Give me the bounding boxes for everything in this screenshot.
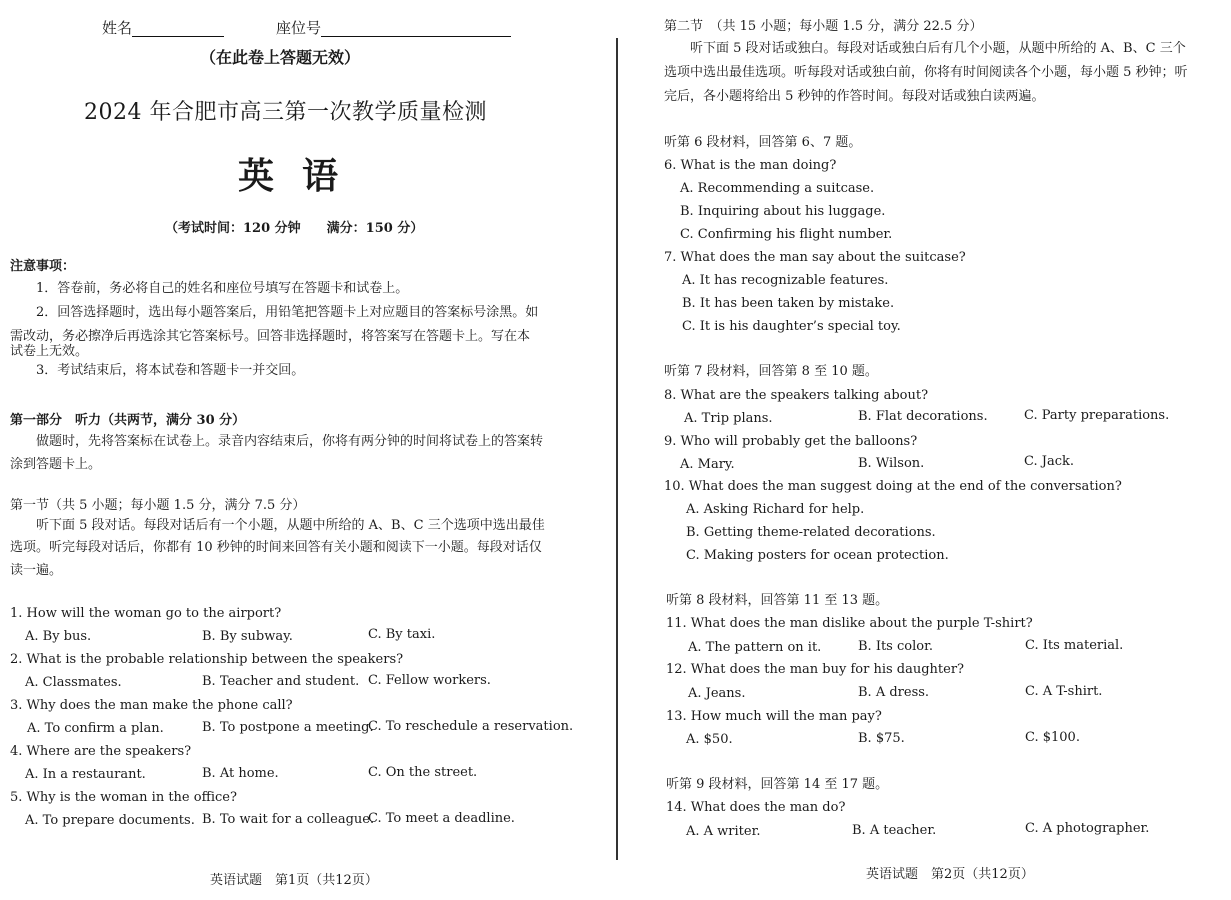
exam-title: 2024 年合肥市高三第一次教学质量检测 [84, 100, 487, 125]
option-c: C. Jack. [1024, 454, 1075, 469]
section1-line: 选项。听完每段对话后，你都有 10 秒钟的时间来回答有关小题和阅读下一小题。每段对话仅 [10, 540, 542, 555]
page-footer: 英语试题 第2页（共12页） [866, 867, 1034, 882]
part1-line: 涂到答题卡上。 [10, 457, 102, 472]
option-c: C. It is his daughter’s special toy. [682, 319, 901, 334]
option-c: C. A T-shirt. [1025, 684, 1103, 699]
option-c: C. Fellow workers. [368, 673, 491, 688]
option-b: B. It has been taken by mistake. [682, 296, 895, 311]
notice-line: 试卷上无效。 [10, 344, 89, 359]
question-stem: 2. What is the probable relationship between the speakers? [10, 652, 404, 667]
option-a: A. By bus. [25, 629, 92, 644]
option-a: A. The pattern on it. [688, 640, 822, 655]
exam-page-2 [620, 0, 1231, 900]
section2-title: 第二节 （共 15 小题；每小题 1.5 分，满分 22.5 分） [664, 19, 983, 34]
notice-line: 1．答卷前，务必将自己的姓名和座位号填写在答题卡和试卷上。 [36, 281, 409, 296]
seat-label: 座位号 [276, 19, 322, 37]
option-b: B. Flat decorations. [858, 409, 988, 424]
option-c: C. Its material. [1025, 638, 1124, 653]
option-a: A. A writer. [686, 824, 761, 839]
option-c: C. A photographer. [1025, 821, 1150, 836]
invalid-note: （在此卷上答题无效） [200, 48, 361, 67]
question-stem: 5. Why is the woman in the office? [10, 790, 237, 805]
material-title: 听第 9 段材料，回答第 14 至 17 题。 [666, 777, 889, 792]
question-stem: 13. How much will the man pay? [666, 709, 882, 724]
part1-title: 第一部分 听力（共两节，满分 30 分） [10, 413, 246, 428]
section2-line: 听下面 5 段对话或独白。每段对话或独白后有几个小题，从题中所给的 A、B、C 三个 [690, 41, 1186, 56]
question-stem: 7. What does the man say about the suitcase? [664, 250, 966, 265]
notice-title: 注意事项： [10, 259, 76, 274]
material-title: 听第 8 段材料，回答第 11 至 13 题。 [666, 593, 889, 608]
question-stem: 11. What does the man dislike about the purple T-shirt? [666, 616, 1033, 631]
section2-line: 完后，各小题将给出 5 秒钟的作答时间。每段对话或独白读两遍。 [664, 89, 1045, 104]
question-stem: 12. What does the man buy for his daughter? [666, 662, 965, 677]
page-divider [616, 38, 618, 860]
option-b: B. At home. [202, 766, 279, 781]
option-c: C. Confirming his flight number. [680, 227, 893, 242]
option-a: A. Mary. [680, 457, 735, 472]
name-field [102, 19, 224, 37]
option-c: C. To reschedule a reservation. [368, 719, 574, 734]
question-stem: 10. What does the man suggest doing at the end of the conversation? [664, 479, 1122, 494]
option-c: C. To meet a deadline. [368, 811, 515, 826]
question-stem: 14. What does the man do? [666, 800, 846, 815]
option-b: B. A dress. [858, 685, 930, 700]
option-b: B. To postpone a meeting. [202, 720, 374, 735]
seat-field [276, 19, 511, 37]
option-c: C. On the street. [368, 765, 478, 780]
material-title: 听第 6 段材料，回答第 6、7 题。 [664, 135, 862, 150]
option-a: A. Asking Richard for help. [686, 502, 865, 517]
option-b: B. A teacher. [852, 823, 937, 838]
name-label: 姓名 [102, 19, 133, 37]
option-a: A. To confirm a plan. [27, 721, 164, 736]
material-title: 听第 7 段材料，回答第 8 至 10 题。 [664, 364, 878, 379]
option-b: B. Getting theme-related decorations. [686, 525, 936, 540]
option-b: B. Wilson. [858, 456, 925, 471]
part1-line: 做题时，先将答案标在试卷上。录音内容结束后，你将有两分钟的时间将试卷上的答案转 [36, 434, 544, 449]
option-c: C. By taxi. [368, 627, 436, 642]
section1-line: 读一遍。 [10, 563, 63, 578]
option-a: A. $50. [686, 732, 733, 747]
section1-line: 听下面 5 段对话。每段对话后有一个小题，从题中所给的 A、B、C 三个选项中选出最佳 [36, 518, 545, 533]
option-c: C. Making posters for ocean protection. [686, 548, 949, 563]
notice-line: 3．考试结束后，将本试卷和答题卡一并交回。 [36, 363, 305, 378]
question-stem: 9. Who will probably get the balloons? [664, 434, 918, 449]
subject-title: 英语 [238, 155, 367, 197]
notice-line: 需改动，务必擦净后再选涂其它答案标号。回答非选择题时，将答案写在答题卡上。写在本 [10, 329, 531, 344]
exam-info: （考试时间：120 分钟 满分：150 分） [165, 221, 424, 236]
option-b: B. $75. [858, 731, 905, 746]
question-stem: 3. Why does the man make the phone call? [10, 698, 293, 713]
option-a: A. Jeans. [688, 686, 746, 701]
section2-line: 选项中选出最佳选项。听每段对话或独白前，你将有时间阅读各个小题，每小题 5 秒钟；听 [664, 65, 1188, 80]
notice-line: 2．回答选择题时，选出每小题答案后，用铅笔把答题卡上对应题目的答案标号涂黑。如 [36, 305, 539, 320]
option-b: B. By subway. [202, 629, 293, 644]
option-b: B. Inquiring about his luggage. [680, 204, 886, 219]
name-blank [132, 20, 224, 37]
option-a: A. Classmates. [25, 675, 122, 690]
seat-blank [321, 20, 511, 37]
question-stem: 4. Where are the speakers? [10, 744, 192, 759]
option-b: B. To wait for a colleague. [202, 812, 375, 827]
option-c: C. $100. [1025, 730, 1080, 745]
option-a: A. Recommending a suitcase. [680, 181, 875, 196]
page-footer: 英语试题 第1页（共12页） [210, 873, 378, 888]
option-a: A. It has recognizable features. [682, 273, 889, 288]
option-b: B. Its color. [858, 639, 933, 654]
question-stem: 6. What is the man doing? [664, 158, 837, 173]
option-a: A. In a restaurant. [25, 767, 146, 782]
option-a: A. Trip plans. [684, 411, 773, 426]
option-b: B. Teacher and student. [202, 674, 360, 689]
exam-page-1 [0, 0, 615, 900]
section1-title: 第一节（共 5 小题；每小题 1.5 分，满分 7.5 分） [10, 498, 306, 513]
option-c: C. Party preparations. [1024, 408, 1170, 423]
question-stem: 8. What are the speakers talking about? [664, 388, 929, 403]
question-stem: 1. How will the woman go to the airport? [10, 606, 282, 621]
option-a: A. To prepare documents. [25, 813, 195, 828]
